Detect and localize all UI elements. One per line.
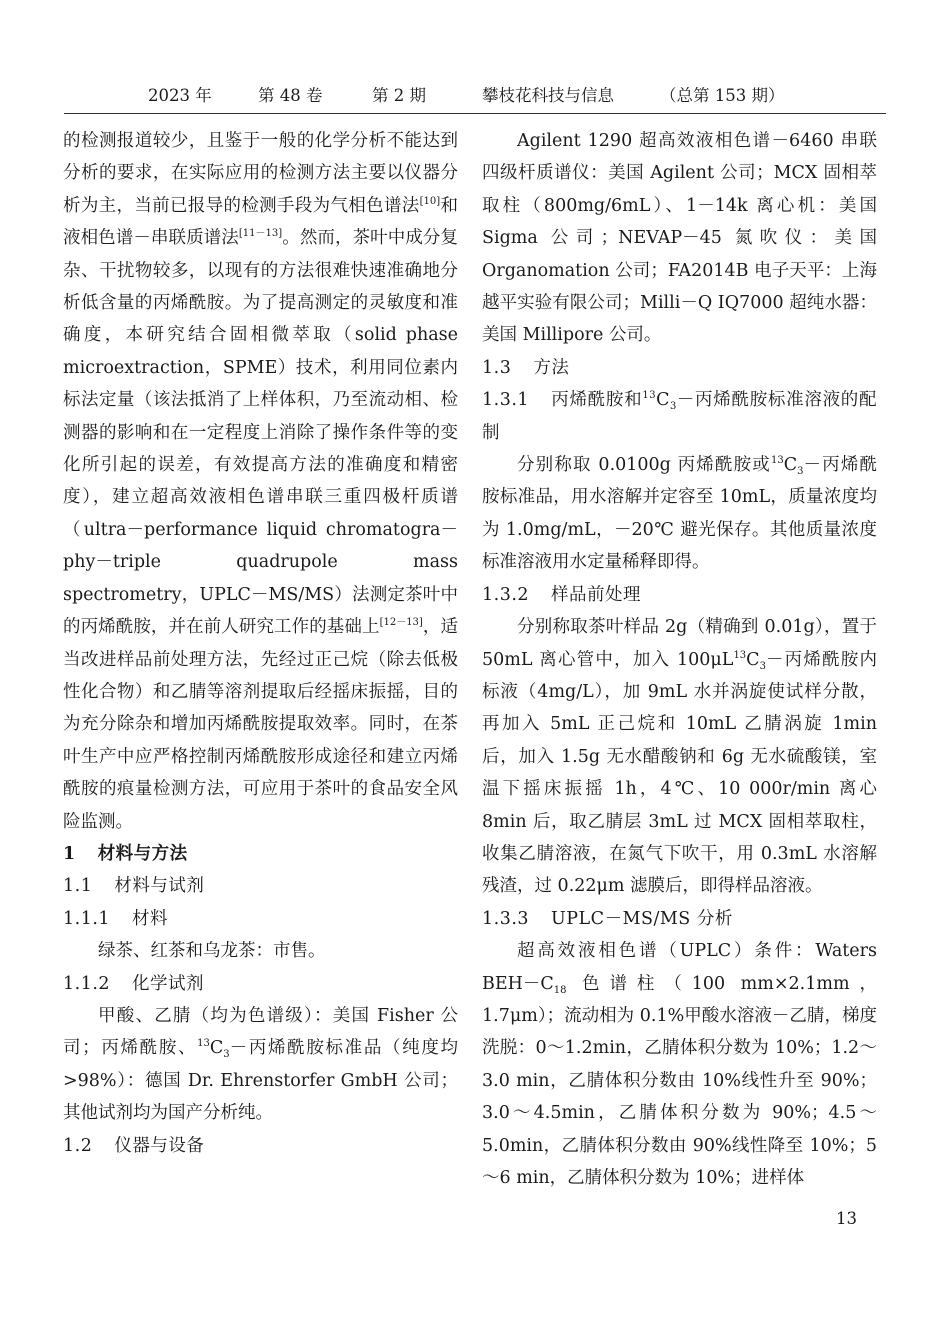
section-heading-1-1: 1.1 材料与试剂 [63,876,205,897]
standard-solution-paragraph: 分别称取 0.0100g 丙烯酰胺或$^{13}C_3-$丙烯酰胺标准品，用水溶解并定容至 10mL，质量浓度均为 1.0mg/mL，－20℃ 避光保存。其他质量浓度标准溶液用水定量稀释即得。 [482,455,878,573]
section-heading-1-2: 1.2 仪器与设备 [63,1135,205,1156]
reagents-paragraph: 甲酸、乙腈（均为色谱级）：美国 Fisher 公司；丙烯酰胺、$^{13}C_3-$丙烯酰胺标准品（纯度均>98%）：德国 Dr. Ehrenstorfer GmbH 公司；其他试剂均为国产分析纯。 [63,1005,459,1124]
header-year: 2023 年 [148,86,212,105]
section-heading-1-1-1: 1.1.1 材料 [63,908,169,929]
section-heading-1-3-2: 1.3.2 样品前处理 [482,584,642,605]
left-column [63,125,458,1162]
section-heading-1: 1 材料与方法 [63,843,188,864]
instruments-paragraph: Agilent 1290 超高效液相色谱－6460 串联四级杆质谱仪：美国 Agilent 公司；MCX 固相萃取柱（800mg/6mL）、1－14k 离心机：美国 Sigma 公司；NEVAP－45 氮吹仪：美国 Organomation 公司；FA2014B 电子天平：上海越平实验有限公司；Milli－Q IQ7000 超纯水器：美国 Millipore 公司。 [482,131,877,346]
sample-prep-paragraph: 分别称取茶叶样品 2g（精确到 0.01g），置于 50mL 离心管中，加入 $100\mu L^{13}C_3-$丙烯酰胺内标液（4mg/L），加 9mL 水并涡旋使试样分散，再加入 5mL 正己烷和 10mL 乙腈涡旋 1min 后，加入 1.5g 无水醋酸钠和 6g 无水硫酸镁，室温下摇床振摇 1h，4℃、10 000r/min 离心 8min 后，取乙腈层 3mL 过 MCX 固相萃取柱，收集乙腈溶液，在氮气下吹干，用 0.3mL 水溶解残渣，过 0.22μm 滤膜后，即得样品溶液。 [482,617,878,897]
uplc-paragraph: 超高效液相色谱（UPLC）条件：Waters $BEH-C_{18}$ 色谱柱（100 mm×2.1mm，1.7μm）；流动相为 0.1%甲酸水溶液－乙腈，梯度洗脱：0～1.2min，乙腈体积分数为 10%；1.2～3.0 min，乙腈体积分数由 10%线性升至 90%；3.0～4.5min，乙腈体积分数为 90%；4.5～5.0min，乙腈体积分数由 90%线性降至 10%；5～6 min，乙腈体积分数为 10%；进样体 [482,941,877,1188]
header-volume: 第 48 卷 [258,86,323,105]
intro-paragraph: 的检测报道较少，且鉴于一般的化学分析不能达到分析的要求，在实际应用的检测方法主要以仪器分析为主，当前已报导的检测手段为气相色谱法[10]和液相色谱－串联质谱法[11－13]。然而，茶叶中成分复杂、干扰物较多，以现有的方法很难快速准确地分析低含量的丙烯酰胺。为了提高测定的灵敏度和准确度，本研究结合固相微萃取（solid phase microextraction，SPME）技术，利用同位素内标法定量（该法抵消了上样体积，乃至流动相、检测器的影响和在一定程度上消除了操作条件等的变化所引起的误差，有效提高方法的准确度和精密度），建立超高效液相色谱串联三重四极杆质谱（ultra－performance liquid chromatogra－phy－triple quadrupole mass spectrometry，UPLC－MS/MS）法测定茶叶中的丙烯酰胺，并在前人研究工作的基础上[12－13]，适当改进样品前处理方法，先经过正己烷（除去低极性化合物）和乙腈等溶剂提取后经摇床振摇，目的为充分除杂和增加丙烯酰胺提取效率。同时，在茶叶生产中应严格控制丙烯酰胺形成途径和建立丙烯酰胺的痕量检测方法，可应用于茶叶的食品安全风险监测。 [63,131,459,832]
right-column [482,125,877,1194]
header-rule [64,113,886,114]
header-journal: 攀枝花科技与信息 [482,86,614,105]
running-header [64,82,886,108]
page-number: 13 [836,1209,857,1228]
section-heading-1-1-2: 1.1.2 化学试剂 [63,973,205,994]
section-heading-1-3-3: 1.3.3 UPLC－MS/MS 分析 [482,908,733,929]
header-issue: 第 2 期 [372,86,426,105]
citation-11-13: [11－13] [238,228,283,240]
section-heading-1-3-1: 1.3.1 丙烯酰胺和$^{13}C_3-$丙烯酰胺标准溶液的配制 [482,390,878,443]
section-heading-1-3: 1.3 方法 [482,357,570,378]
citation-10: [10] [419,195,441,207]
header-total-issue: （总第 153 期） [660,86,785,105]
citation-12-13: [12－13] [379,617,423,629]
materials-paragraph: 绿茶、红茶和乌龙茶：市售。 [98,941,326,962]
